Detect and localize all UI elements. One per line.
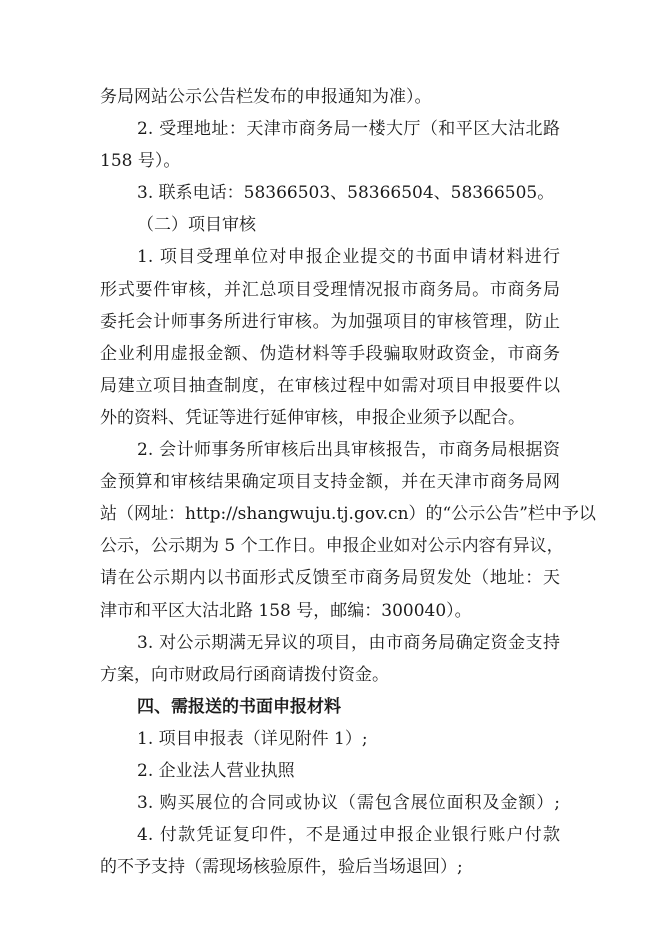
paragraph-line: 2. 会计师事务所审核后出具审核报告，市商务局根据资: [137, 440, 560, 461]
paragraph-line: 公示，公示期为 5 个工作日。申报企业如对公示内容有异议，: [100, 536, 564, 557]
paragraph-line: 请在公示期内以书面形式反馈至市商务局贸发处（地址：天: [100, 568, 560, 589]
paragraph-line: 3. 对公示期满无异议的项目，由市商务局确定资金支持: [137, 632, 560, 653]
list-item: 4. 付款凭证复印件，不是通过申报企业银行账户付款: [137, 825, 560, 846]
list-item: 1. 项目申报表（详见附件 1）;: [137, 728, 368, 749]
list-item: 的不予支持（需现场核验原件，验后当场退回）;: [100, 857, 463, 878]
paragraph-line: 1. 项目受理单位对申报企业提交的书面申请材料进行: [137, 247, 560, 268]
section-heading-materials: 四、需报送的书面申报材料: [137, 696, 341, 717]
section-heading-review: （二）项目审核: [137, 215, 256, 236]
list-item: 3. 购买展位的合同或协议（需包含展位面积及金额）;: [137, 793, 560, 814]
paragraph-line: 津市和平区大沽北路 158 号，邮编：300040）。: [100, 600, 472, 621]
text-line: 务局网站公示公告栏发布的申报通知为准）。: [100, 87, 432, 107]
paragraph-line: 委托会计师事务所进行审核。为加强项目的审核管理，防止: [100, 311, 560, 332]
paragraph-line: 企业利用虚报金额、伪造材料等手段骗取财政资金，市商务: [100, 343, 560, 364]
list-item-phone: 3. 联系电话：58366503、58366504、58366505。: [137, 183, 555, 204]
list-item: 2. 企业法人营业执照: [137, 760, 295, 781]
paragraph-line: 局建立项目抽查制度，在审核过程中如需对项目申报要件以: [100, 375, 560, 396]
paragraph-line: 金预算和审核结果确定项目支持金额，并在天津市商务局网: [100, 472, 560, 493]
document-page: [100, 81, 596, 883]
text-line: 158 号）。: [100, 151, 181, 172]
paragraph-line: 方案，向市财政局行函商请拨付资金。: [100, 664, 389, 685]
paragraph-line: 形式要件审核，并汇总项目受理情况报市商务局。市商务局: [100, 279, 560, 300]
paragraph-line: 外的资料、凭证等进行延伸审核，申报企业须予以配合。: [100, 407, 525, 428]
list-item-address: 2. 受理地址：天津市商务局一楼大厅（和平区大沽北路: [137, 119, 560, 140]
paragraph-line: 站（网址：http://shangwuju.tj.gov.cn）的“公示公告”栏中予以: [100, 504, 596, 525]
